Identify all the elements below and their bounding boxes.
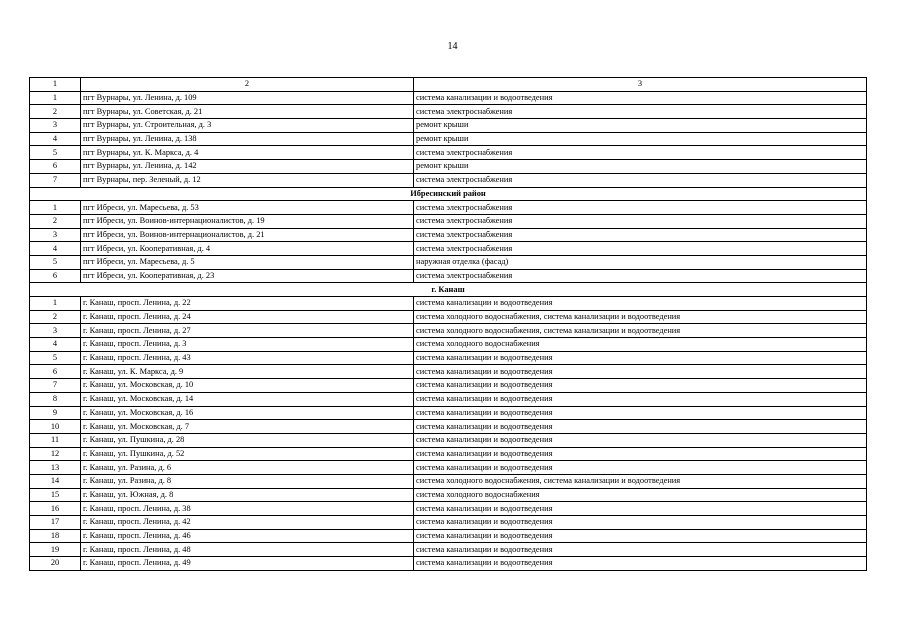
- row-number: 3: [30, 228, 81, 242]
- table-row: [30, 516, 867, 530]
- row-number: 18: [30, 529, 81, 543]
- table-row: [30, 406, 867, 420]
- section-header-row: [30, 187, 867, 201]
- row-work-type: система канализации и водоотведения: [414, 502, 867, 516]
- row-number: 10: [30, 420, 81, 434]
- row-address: пгт Ибреси, ул. Воинов-интернационалистов, д. 21: [81, 228, 414, 242]
- row-number: 7: [30, 173, 81, 187]
- row-number: 6: [30, 269, 81, 283]
- table-row: [30, 543, 867, 557]
- row-address: г. Канаш, ул. Пушкина, д. 28: [81, 433, 414, 447]
- row-number: 5: [30, 146, 81, 160]
- row-address: г. Канаш, ул. Разина, д. 8: [81, 474, 414, 488]
- row-work-type: система канализации и водоотведения: [414, 365, 867, 379]
- table-row: [30, 447, 867, 461]
- row-number: 15: [30, 488, 81, 502]
- row-work-type: система холодного водоснабжения: [414, 338, 867, 352]
- table-row: [30, 433, 867, 447]
- row-address: г. Канаш, просп. Ленина, д. 42: [81, 516, 414, 530]
- row-work-type: система канализации и водоотведения: [414, 392, 867, 406]
- row-work-type: система канализации и водоотведения: [414, 406, 867, 420]
- row-number: 2: [30, 310, 81, 324]
- row-work-type: система холодного водоснабжения, система канализации и водоотведения: [414, 474, 867, 488]
- row-work-type: ремонт крыши: [414, 119, 867, 133]
- row-number: 3: [30, 119, 81, 133]
- table-row: [30, 201, 867, 215]
- row-work-type: система канализации и водоотведения: [414, 516, 867, 530]
- repair-registry-table: [29, 77, 867, 571]
- row-address: пгт Ибреси, ул. Маресьева, д. 53: [81, 201, 414, 215]
- table-row: [30, 557, 867, 571]
- row-number: 7: [30, 379, 81, 393]
- table-row: [30, 228, 867, 242]
- table-row: [30, 297, 867, 311]
- row-address: пгт Вурнары, ул. Ленина, д. 109: [81, 91, 414, 105]
- row-address: г. Канаш, ул. Разина, д. 6: [81, 461, 414, 475]
- row-address: г. Канаш, просп. Ленина, д. 38: [81, 502, 414, 516]
- table-row: [30, 255, 867, 269]
- row-address: г. Канаш, просп. Ленина, д. 46: [81, 529, 414, 543]
- table-row: [30, 365, 867, 379]
- row-work-type: система канализации и водоотведения: [414, 297, 867, 311]
- row-work-type: система канализации и водоотведения: [414, 557, 867, 571]
- table-row: [30, 474, 867, 488]
- row-work-type: система канализации и водоотведения: [414, 543, 867, 557]
- row-work-type: система холодного водоснабжения, система канализации и водоотведения: [414, 310, 867, 324]
- table-row: [30, 461, 867, 475]
- row-address: г. Канаш, ул. Пушкина, д. 52: [81, 447, 414, 461]
- row-address: г. Канаш, ул. Московская, д. 16: [81, 406, 414, 420]
- row-address: г. Канаш, ул. Южная, д. 8: [81, 488, 414, 502]
- row-address: пгт Ибреси, ул. Кооперативная, д. 4: [81, 242, 414, 256]
- row-number: 16: [30, 502, 81, 516]
- row-number: 19: [30, 543, 81, 557]
- row-work-type: система канализации и водоотведения: [414, 379, 867, 393]
- row-address: г. Канаш, просп. Ленина, д. 27: [81, 324, 414, 338]
- row-work-type: система электроснабжения: [414, 146, 867, 160]
- row-number: 8: [30, 392, 81, 406]
- table-header-row: [30, 78, 867, 92]
- row-number: 3: [30, 324, 81, 338]
- row-number: 14: [30, 474, 81, 488]
- row-work-type: ремонт крыши: [414, 160, 867, 174]
- section-title: Ибресинский район: [30, 187, 867, 201]
- table-row: [30, 91, 867, 105]
- row-address: пгт Вурнары, ул. Советская, д. 21: [81, 105, 414, 119]
- table-row: [30, 379, 867, 393]
- row-address: г. Канаш, просп. Ленина, д. 49: [81, 557, 414, 571]
- row-number: 2: [30, 105, 81, 119]
- table-row: [30, 351, 867, 365]
- table-row: [30, 392, 867, 406]
- table-row: [30, 146, 867, 160]
- row-number: 6: [30, 160, 81, 174]
- table-row: [30, 338, 867, 352]
- row-work-type: ремонт крыши: [414, 132, 867, 146]
- row-address: г. Канаш, просп. Ленина, д. 3: [81, 338, 414, 352]
- row-work-type: система электроснабжения: [414, 228, 867, 242]
- row-work-type: система канализации и водоотведения: [414, 420, 867, 434]
- table-row: [30, 269, 867, 283]
- row-number: 17: [30, 516, 81, 530]
- row-address: г. Канаш, просп. Ленина, д. 48: [81, 543, 414, 557]
- table-row: [30, 502, 867, 516]
- row-number: 4: [30, 338, 81, 352]
- row-work-type: система канализации и водоотведения: [414, 447, 867, 461]
- row-number: 11: [30, 433, 81, 447]
- row-work-type: система электроснабжения: [414, 201, 867, 215]
- row-number: 2: [30, 214, 81, 228]
- section-title: г. Канаш: [30, 283, 867, 297]
- row-work-type: система холодного водоснабжения: [414, 488, 867, 502]
- row-work-type: система канализации и водоотведения: [414, 433, 867, 447]
- row-number: 13: [30, 461, 81, 475]
- row-address: пгт Вурнары, ул. К. Маркса, д. 4: [81, 146, 414, 160]
- row-number: 20: [30, 557, 81, 571]
- table-row: [30, 324, 867, 338]
- row-address: пгт Ибреси, ул. Воинов-интернационалистов, д. 19: [81, 214, 414, 228]
- page-number: 14: [447, 41, 458, 52]
- table-row: [30, 173, 867, 187]
- table-row: [30, 160, 867, 174]
- row-work-type: система электроснабжения: [414, 214, 867, 228]
- table-row: [30, 529, 867, 543]
- row-work-type: наружная отделка (фасад): [414, 255, 867, 269]
- row-address: г. Канаш, ул. Московская, д. 7: [81, 420, 414, 434]
- section-header-row: [30, 283, 867, 297]
- row-number: 4: [30, 242, 81, 256]
- row-address: г. Канаш, просп. Ленина, д. 43: [81, 351, 414, 365]
- row-address: г. Канаш, ул. Московская, д. 14: [81, 392, 414, 406]
- row-work-type: система электроснабжения: [414, 242, 867, 256]
- table-row: [30, 119, 867, 133]
- row-work-type: система канализации и водоотведения: [414, 529, 867, 543]
- row-address: г. Канаш, просп. Ленина, д. 22: [81, 297, 414, 311]
- table-row: [30, 420, 867, 434]
- row-address: пгт Вурнары, пер. Зеленый, д. 12: [81, 173, 414, 187]
- column-header-number: 1: [30, 78, 81, 92]
- row-address: пгт Вурнары, ул. Ленина, д. 138: [81, 132, 414, 146]
- row-number: 1: [30, 201, 81, 215]
- column-header-address: 2: [81, 78, 414, 92]
- row-work-type: система канализации и водоотведения: [414, 91, 867, 105]
- row-number: 9: [30, 406, 81, 420]
- row-work-type: система электроснабжения: [414, 105, 867, 119]
- row-address: пгт Вурнары, ул. Строительная, д. 3: [81, 119, 414, 133]
- row-address: г. Канаш, ул. Московская, д. 10: [81, 379, 414, 393]
- row-address: г. Канаш, ул. К. Маркса, д. 9: [81, 365, 414, 379]
- table-row: [30, 214, 867, 228]
- row-work-type: система канализации и водоотведения: [414, 351, 867, 365]
- row-work-type: система холодного водоснабжения, система канализации и водоотведения: [414, 324, 867, 338]
- table-row: [30, 488, 867, 502]
- row-address: пгт Ибреси, ул. Маресьева, д. 5: [81, 255, 414, 269]
- row-address: пгт Ибреси, ул. Кооперативная, д. 23: [81, 269, 414, 283]
- row-number: 5: [30, 255, 81, 269]
- registry-table-body: [30, 78, 867, 571]
- row-work-type: система электроснабжения: [414, 173, 867, 187]
- row-work-type: система канализации и водоотведения: [414, 461, 867, 475]
- table-row: [30, 310, 867, 324]
- row-number: 1: [30, 91, 81, 105]
- row-number: 6: [30, 365, 81, 379]
- row-number: 12: [30, 447, 81, 461]
- row-address: пгт Вурнары, ул. Ленина, д. 142: [81, 160, 414, 174]
- column-header-work: 3: [414, 78, 867, 92]
- table-row: [30, 105, 867, 119]
- row-number: 5: [30, 351, 81, 365]
- row-work-type: система электроснабжения: [414, 269, 867, 283]
- row-address: г. Канаш, просп. Ленина, д. 24: [81, 310, 414, 324]
- table-row: [30, 242, 867, 256]
- row-number: 4: [30, 132, 81, 146]
- table-row: [30, 132, 867, 146]
- row-number: 1: [30, 297, 81, 311]
